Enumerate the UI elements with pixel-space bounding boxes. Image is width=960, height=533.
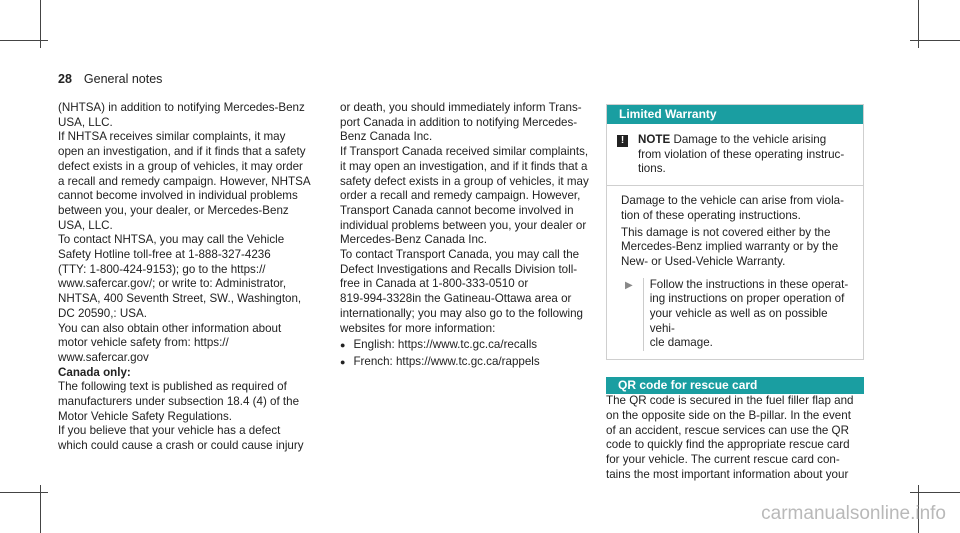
crop-mark: [910, 492, 960, 493]
link-text[interactable]: English: https://www.tc.gc.ca/recalls: [353, 338, 538, 352]
crop-mark: [910, 40, 960, 41]
list-item: [340, 338, 605, 353]
paragraph: This damage is not covered either by the Mercedes-Benz implied warranty or by the New- or Used-Vehicle Warranty.: [621, 225, 839, 268]
note-text: Damage to the vehicle arising from violation of these operating instruc- tions.: [638, 133, 845, 176]
bullet-icon: ●: [340, 357, 346, 368]
instruction-text: Follow the instructions in these operat- ing instructions on proper operation of your vehicle as well as on possible vehi- cle damage.: [643, 278, 853, 352]
paragraph: The following text is published as required of manufacturers under subsection 18.4 (4) of the Motor Vehicle Safety Regulations.: [58, 380, 300, 423]
play-arrow-icon: ▶: [625, 279, 633, 291]
instruction-step: [625, 278, 853, 352]
page-number: 28: [58, 72, 72, 86]
warranty-body: [607, 186, 863, 359]
paragraph: If NHTSA receives similar complaints, it may open an investigation, and if it finds that a safety defect exists in a group of vehicles, it may order a recall and remedy campaign. However, NHTSA cannot become involved in individual problems between you, your dealer, or Mercedes-Benz USA, LLC.: [58, 130, 311, 232]
list-item: [340, 355, 605, 370]
paragraph: or death, you should immediately inform Trans- port Canada in addition to notifying Mercedes- Benz Canada Inc.: [340, 101, 582, 144]
paragraph: To contact Transport Canada, you may call the Defect Investigations and Recalls Division toll- free in Canada at 1-800-333-0510 or 819-994-3328in the Gatineau-Ottawa area or internationally; you may also go to the following websites for more information:: [340, 248, 583, 335]
right-column: [606, 104, 864, 482]
paragraph: If you believe that your vehicle has a defect which could cause a crash or could cause injury: [58, 424, 304, 453]
watermark: carmanualsonline.info: [761, 503, 946, 524]
middle-column: [340, 101, 605, 370]
crop-mark: [0, 40, 48, 41]
crop-mark: [0, 492, 48, 493]
link-text[interactable]: French: https://www.tc.gc.ca/rappels: [353, 355, 540, 369]
left-column: [58, 101, 323, 454]
qr-title: QR code for rescue card: [606, 377, 864, 394]
paragraph: To contact NHTSA, you may call the Vehicle Safety Hotline toll-free at 1-888-327-4236 (TTY: 1-800-424-9153); go to the https:// www.safercar.gov/; or write to: Administrator, NHTSA, 400 Seventh Street, SW., Washington, DC 20590,: USA.: [58, 233, 302, 320]
note-label: NOTE: [638, 133, 671, 146]
section-title: General notes: [83, 72, 163, 86]
paragraph: The QR code is secured in the fuel filler flap and on the opposite side on the B-pillar. In the event of an accident, rescue services can use the QR code to quickly find the appropriate rescue card for your vehicle. The current rescue card con- tains the most important information about your: [606, 394, 854, 481]
paragraph: If Transport Canada received similar complaints, it may open an investigation, and if it finds that a safety defect exists in a group of vehicles, it may order a recall and remedy campaign. However, Transport Canada cannot become involved in individual problems between you, your dealer or Mercedes-Benz Canada Inc.: [340, 145, 589, 247]
warning-icon: !: [617, 135, 628, 147]
paragraph: You can also obtain other information about motor vehicle safety from: https:// www.safercar.gov: [58, 321, 282, 364]
note-block: [607, 124, 863, 186]
warranty-box: [606, 104, 864, 360]
warranty-title: Limited Warranty: [607, 105, 863, 124]
canada-heading: Canada only:: [58, 365, 131, 379]
paragraph: (NHTSA) in addition to notifying Mercedes-Benz USA, LLC.: [58, 101, 305, 129]
bullet-icon: ●: [340, 340, 346, 351]
paragraph: Damage to the vehicle can arise from viola- tion of these operating instructions.: [621, 194, 844, 222]
page-header: [58, 72, 162, 86]
